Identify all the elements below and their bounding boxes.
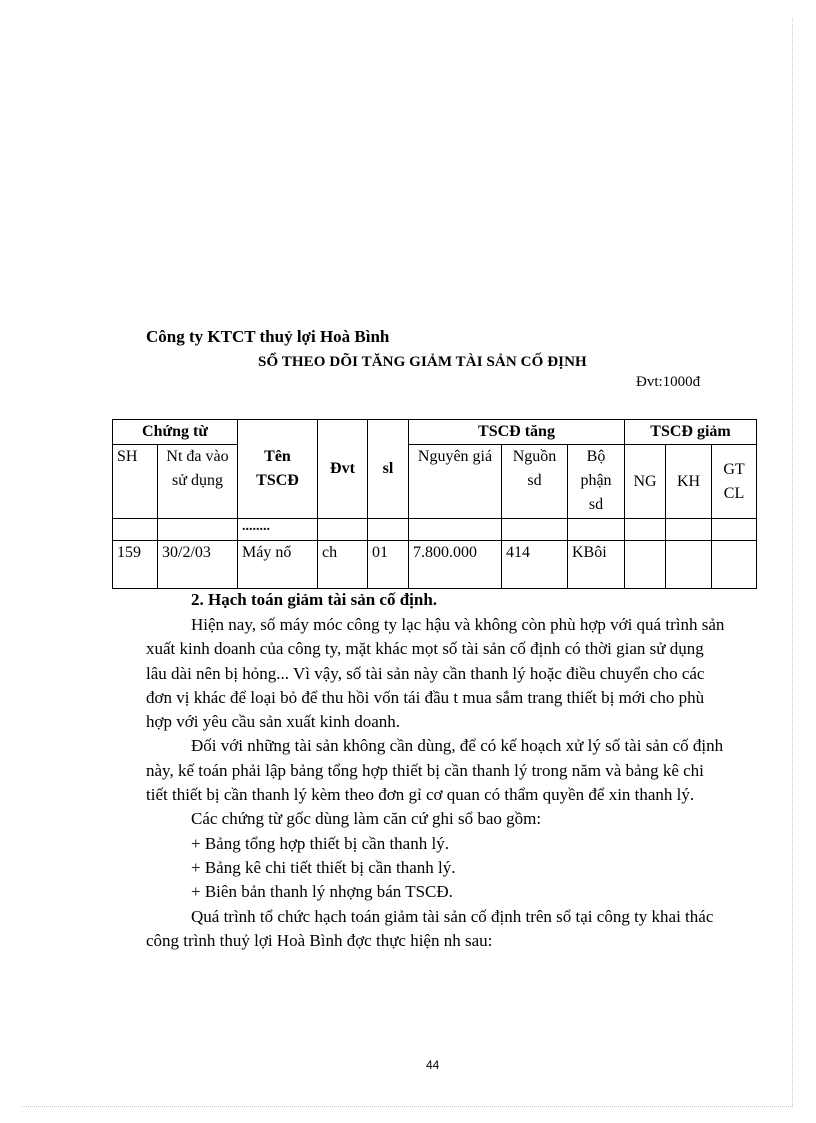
document-title: SỔ THEO DÕI TĂNG GIẢM TÀI SẢN CỐ ĐỊNH bbox=[258, 354, 587, 370]
section-heading: 2. Hạch toán giảm tài sản cố định. bbox=[191, 590, 438, 609]
body-text bbox=[146, 613, 728, 953]
cell-bo-phan-sd: KBôi bbox=[568, 541, 625, 589]
header-tscd-giam: TSCĐ giảm bbox=[625, 420, 757, 445]
header-nguyen-gia: Nguyên giá bbox=[409, 445, 502, 519]
asset-ledger-table bbox=[112, 419, 757, 589]
paragraph-1: Hiện nay, số máy móc công ty lạc hậu và không còn phù hợp với quá trình sản xuất kinh doanh của công ty, mặt khác mọt số tài sản cố định có thời gian sử dụng lâu dài nên bị hỏng... Vì vậy, số tài sản này cần thanh lý hoặc điều chuyển cho các đơn vị khác để loại bỏ để thu hồi vốn tái đầu t mua sắm trang thiết bị mới cho phù hợp với yêu cầu sản xuất kinh doanh. bbox=[146, 615, 725, 732]
header-tscd-tang: TSCĐ tăng bbox=[409, 420, 625, 445]
table-row bbox=[113, 541, 757, 589]
cell-sh: 159 bbox=[113, 541, 158, 589]
header-dvt: Đvt bbox=[318, 420, 368, 519]
header-nguon-sd: Nguồn sd bbox=[502, 445, 568, 519]
ellipsis-cell: ........ bbox=[238, 519, 318, 541]
cell-ten: Máy nổ bbox=[238, 541, 318, 589]
header-sl: sl bbox=[368, 420, 409, 519]
sub-header-row bbox=[113, 445, 757, 519]
ellipsis-row bbox=[113, 519, 757, 541]
header-nt-dua-vao-su-dung: Nt đa vào sử dụng bbox=[158, 445, 238, 519]
cell-gtcl bbox=[712, 541, 757, 589]
header-sh: SH bbox=[113, 445, 158, 519]
header-ng: NG bbox=[625, 445, 666, 519]
paragraph-4: Quá trình tổ chức hạch toán giảm tài sản cố định trên sổ tại công ty khai thác công trình thuỷ lợi Hoà Bình đợc thực hiện nh sau: bbox=[146, 906, 714, 950]
group-header-row bbox=[113, 420, 757, 445]
company-name: Công ty KTCT thuỷ lợi Hoà Bình bbox=[146, 327, 390, 346]
cell-sl: 01 bbox=[368, 541, 409, 589]
header-chung-tu: Chứng từ bbox=[113, 420, 238, 445]
unit-label: Đvt:1000đ bbox=[636, 374, 701, 390]
header-bo-phan-sd: Bộ phận sd bbox=[568, 445, 625, 519]
cell-kh bbox=[666, 541, 712, 589]
cell-nguyen-gia: 7.800.000 bbox=[409, 541, 502, 589]
cell-nguon-sd: 414 bbox=[502, 541, 568, 589]
list-item: + Bảng tổng hợp thiết bị cần thanh lý. bbox=[191, 833, 449, 853]
list-item: + Bảng kê chi tiết thiết bị cần thanh lý. bbox=[191, 857, 456, 877]
cell-ng bbox=[625, 541, 666, 589]
paragraph-3: Các chứng từ gốc dùng làm căn cứ ghi sổ bao gồm: bbox=[191, 809, 542, 829]
cell-dvt: ch bbox=[318, 541, 368, 589]
header-kh: KH bbox=[666, 445, 712, 519]
paragraph-2: Đối với những tài sản không cần dùng, để có kế hoạch xử lý số tài sản cố định này, kế toán phải lập bảng tổng hợp thiết bị cần thanh lý trong năm và bảng kê chi tiết thiết bị cần thanh lý kèm theo đơn gỉ cơ quan có thẩm quyền để xin thanh lý. bbox=[146, 736, 724, 805]
cell-date: 30/2/03 bbox=[158, 541, 238, 589]
list-item: + Biên bản thanh lý nhợng bán TSCĐ. bbox=[191, 882, 453, 902]
page-number: 44 bbox=[426, 1058, 440, 1072]
header-ten-tscd: Tên TSCĐ bbox=[238, 420, 318, 519]
header-gtcl: GT CL bbox=[712, 445, 757, 519]
